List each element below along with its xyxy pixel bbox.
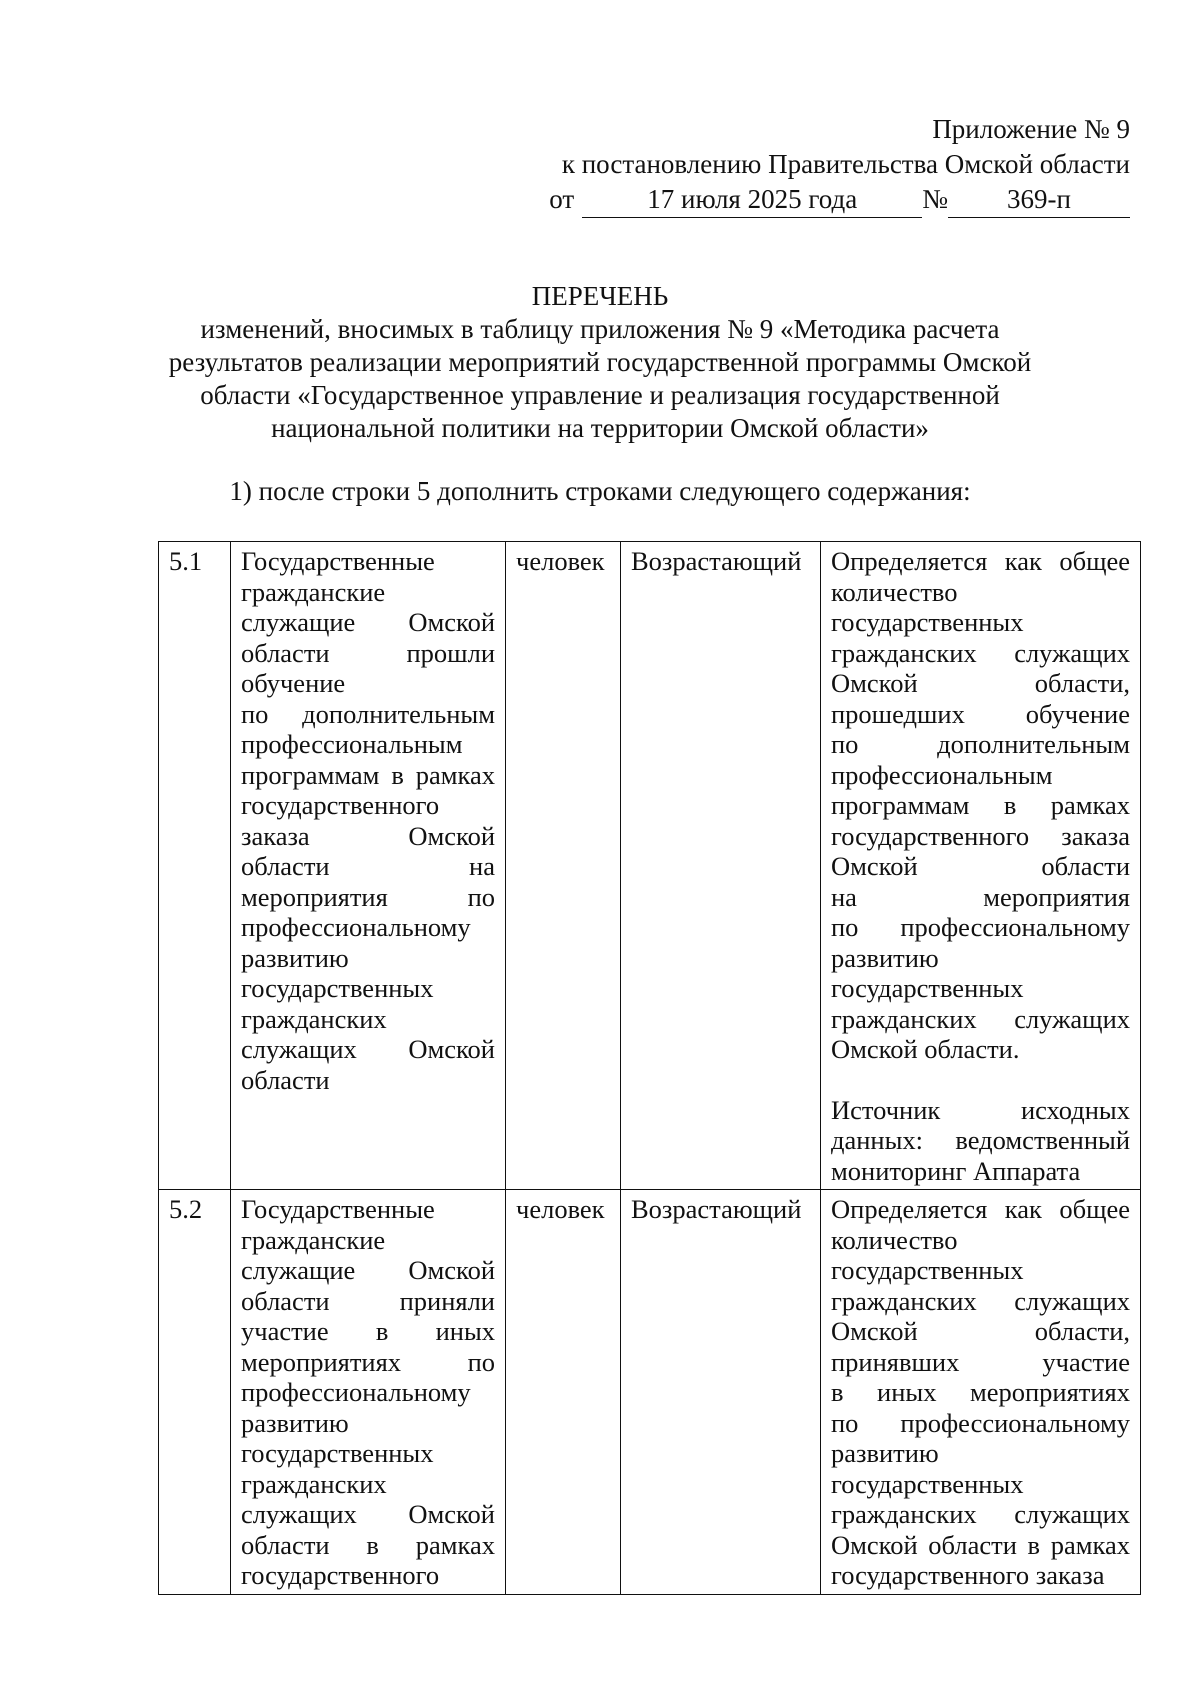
cell-text-line: развитию	[241, 942, 349, 973]
cell-text-line: области прошли	[241, 637, 495, 668]
cell-text-line: данных: ведомственный	[831, 1125, 1130, 1155]
cell-text-line: гражданские	[241, 1224, 386, 1255]
indicator-name-cell	[231, 542, 506, 1190]
cell-text-line: гражданских	[241, 1003, 387, 1034]
cell-text-line: Омской области	[831, 851, 1130, 881]
title-line: результатов реализации мероприятий государственной программы Омской	[168, 347, 1032, 377]
title-line: изменений, вносимых в таблицу приложения № 9 «Методика расчета	[200, 314, 1000, 344]
appendix-header	[510, 112, 1130, 218]
cell-text-line: развитию	[831, 942, 939, 973]
cell-text-line: государственного	[241, 1560, 440, 1590]
cell-text-line: профессиональному	[241, 912, 471, 942]
date-prefix: от	[549, 184, 575, 214]
unit-cell: человек	[506, 542, 621, 1190]
cell-text-line: Омской области,	[831, 668, 1130, 698]
direction-cell: Возрастающий	[621, 542, 821, 1190]
table-row	[159, 1190, 1141, 1595]
calculation-method-cell	[821, 1190, 1141, 1595]
cell-text-line: служащие Омской	[241, 607, 495, 637]
cell-text-line: государственных	[831, 607, 1024, 637]
cell-text-line: принявших участие	[831, 1346, 1130, 1377]
cell-text-line: служащих Омской	[241, 1034, 495, 1064]
cell-text-line: государственных	[831, 1468, 1024, 1499]
title-heading: ПЕРЕЧЕНЬ	[531, 281, 669, 311]
indicator-name-cell	[231, 1190, 506, 1595]
paragraph-gap	[831, 1065, 1130, 1095]
cell-text-line: программам в рамках	[241, 759, 495, 790]
title-line: области «Государственное управление и реализация государственной	[200, 380, 1000, 410]
cell-text-line: государственного заказа	[831, 820, 1130, 851]
cell-text-line: области	[241, 1064, 330, 1095]
cell-text-line: Государственные	[241, 1194, 435, 1224]
direction-cell: Возрастающий	[621, 1190, 821, 1595]
decree-date: 17 июля 2025 года	[582, 182, 922, 218]
cell-text-line: государственного заказа	[831, 1560, 1105, 1590]
row-number-cell: 5.1	[159, 542, 231, 1190]
table-row	[159, 542, 1141, 1190]
cell-text-line: по дополнительным	[241, 698, 495, 729]
cell-text-line: прошедших обучение	[831, 698, 1130, 729]
cell-text-line: по профессиональному	[831, 912, 1130, 942]
cell-text-line: мероприятиях по	[241, 1346, 495, 1377]
unit-cell: человек	[506, 1190, 621, 1595]
cell-text-line: гражданских	[241, 1468, 387, 1499]
cell-text-line: количество	[831, 576, 958, 607]
document-title	[100, 280, 1100, 445]
intro-instruction: 1) после строки 5 дополнить строками следующего содержания:	[229, 476, 971, 506]
cell-text-line: по профессиональному	[831, 1407, 1130, 1438]
cell-text-line: гражданских служащих	[831, 637, 1130, 668]
cell-text-line: заказа Омской	[241, 820, 495, 851]
cell-text-line: Определяется как общее	[831, 546, 1130, 576]
cell-text-line: государственного	[241, 790, 440, 820]
cell-text-line: области на	[241, 851, 495, 881]
table-body	[159, 542, 1141, 1595]
cell-text-line: государственных	[241, 1438, 434, 1468]
cell-text-line: количество	[831, 1224, 958, 1255]
cell-text-line: участие в иных	[241, 1316, 495, 1346]
decree-date-number	[510, 182, 1130, 218]
changes-table	[158, 541, 1141, 1595]
cell-text-line: профессиональному	[241, 1377, 471, 1407]
cell-text-line: гражданские	[241, 576, 386, 607]
calculation-method-cell	[821, 542, 1141, 1190]
cell-text-line: развитию	[241, 1407, 349, 1438]
cell-text-line: служащие Омской	[241, 1255, 495, 1285]
cell-text-line: гражданских служащих	[831, 1499, 1130, 1529]
cell-text-line: мероприятия по	[241, 881, 495, 912]
cell-text-line: области приняли	[241, 1285, 495, 1316]
cell-text-line: профессиональным	[831, 759, 1053, 790]
cell-text-line: в иных мероприятиях	[831, 1377, 1130, 1407]
cell-text-line: развитию	[831, 1438, 939, 1468]
cell-text-line: обучение	[241, 668, 346, 698]
cell-text-line: Источник исходных	[831, 1094, 1130, 1125]
title-line: национальной политики на территории Омской области»	[271, 413, 929, 443]
cell-text-line: Омской области,	[831, 1316, 1130, 1346]
decree-number: 369-п	[948, 182, 1130, 218]
cell-text-line: области в рамках	[241, 1529, 495, 1560]
cell-text-line: государственных	[241, 973, 434, 1003]
cell-text-line: программам в рамках	[831, 790, 1130, 820]
cell-text-line: по дополнительным	[831, 729, 1130, 759]
cell-text-line: Определяется как общее	[831, 1194, 1130, 1224]
cell-text-line: служащих Омской	[241, 1499, 495, 1529]
cell-text-line: Омской области в рамках	[831, 1529, 1130, 1560]
cell-text-line: гражданских служащих	[831, 1285, 1130, 1316]
row-number-cell: 5.2	[159, 1190, 231, 1595]
cell-text-line: государственных	[831, 973, 1024, 1003]
cell-text-line: профессиональным	[241, 729, 463, 759]
cell-text-line: мониторинг Аппарата	[831, 1155, 1081, 1186]
cell-text-line: государственных	[831, 1255, 1024, 1285]
appendix-number: Приложение № 9	[932, 114, 1130, 144]
resolution-reference: к постановлению Правительства Омской области	[561, 149, 1130, 179]
cell-text-line: Омской области.	[831, 1034, 1020, 1064]
cell-text-line: на мероприятия	[831, 881, 1130, 912]
cell-text-line: Государственные	[241, 546, 435, 576]
number-prefix: №	[922, 184, 948, 214]
cell-text-line: гражданских служащих	[831, 1003, 1130, 1034]
